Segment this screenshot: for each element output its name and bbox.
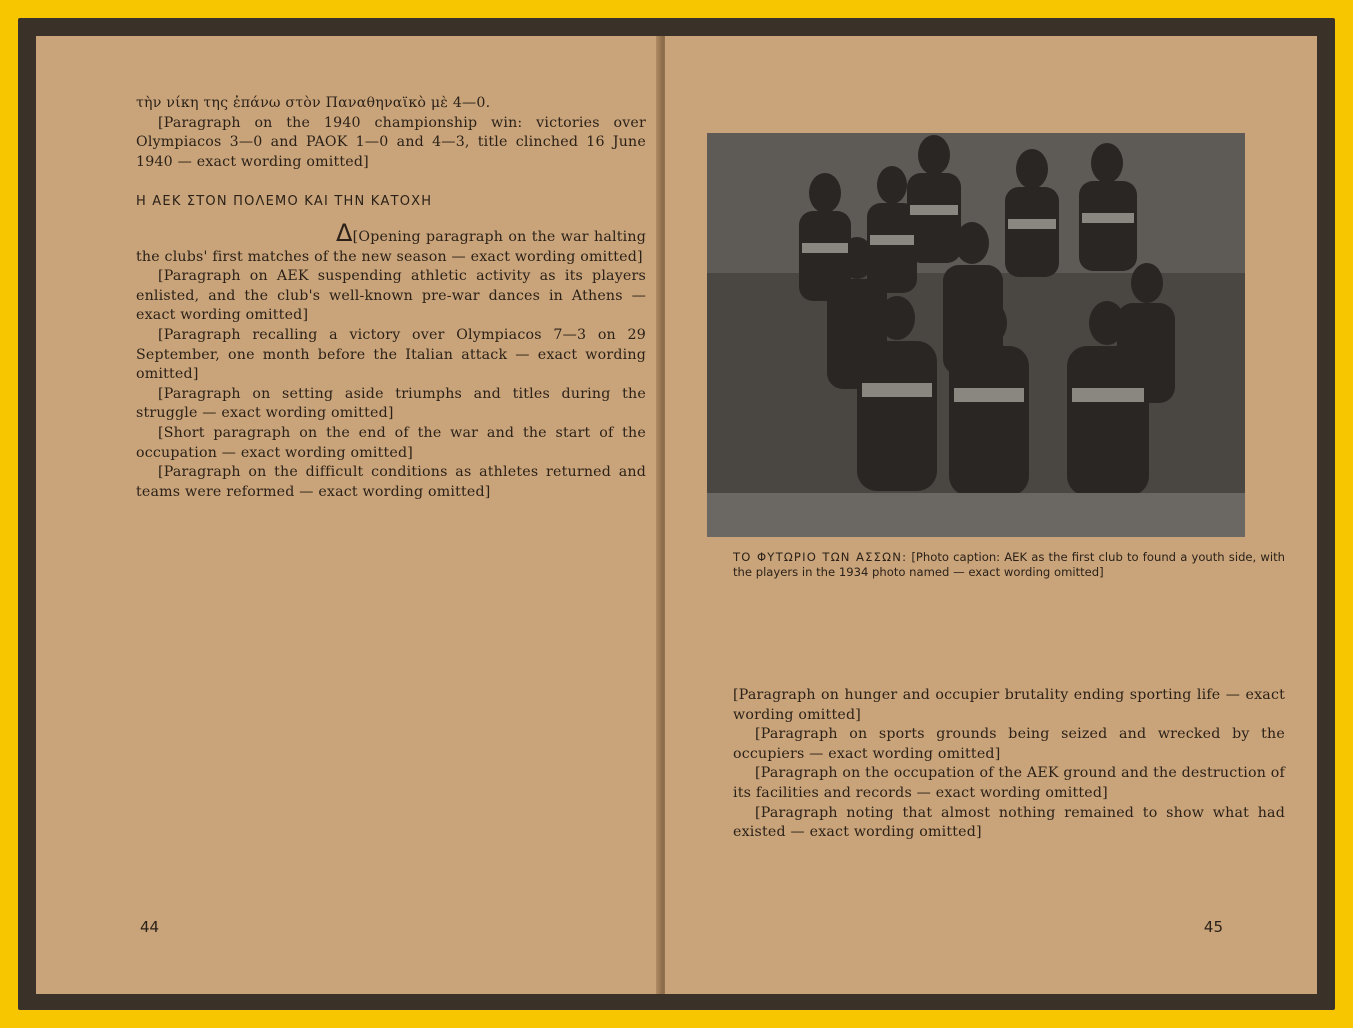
right-page-text xyxy=(733,686,1285,843)
left-paragraph-6: [Short paragraph on the end of the war and the start of the occupation — exact wording omitted] xyxy=(136,424,646,461)
left-paragraph-1: [Paragraph on the 1940 championship win: victories over Olympiacos 3—0 and PAOK 1—0 and 4—3, title clinched 16 June 1940 — exact wording omitted] xyxy=(136,114,646,170)
left-page xyxy=(36,36,662,994)
dropcap: Δ xyxy=(336,218,353,247)
team-photo xyxy=(707,133,1245,537)
right-paragraph-1: [Paragraph on hunger and occupier brutality ending sporting life — exact wording omitted] xyxy=(733,687,1285,723)
right-page xyxy=(665,36,1317,994)
right-paragraph-3: [Paragraph on the occupation of the AEK ground and the destruction of its facilities and records — exact wording omitted] xyxy=(733,765,1285,801)
left-paragraph-4: [Paragraph recalling a victory over Olympiacos 7—3 on 29 September, one month before the Italian attack — exact wording omitted] xyxy=(136,326,646,383)
left-page-text xyxy=(136,94,646,502)
caption-text: [Photo caption: AEK as the first club to found a youth side, with the players in the 1934 photo named — exact wording omitted] xyxy=(733,550,1286,580)
team-photo-illustration xyxy=(707,133,1245,537)
left-paragraph-2: [Opening paragraph on the war halting the clubs' first matches of the new season — exact wording omitted] xyxy=(136,228,646,265)
right-paragraph-4: [Paragraph noting that almost nothing remained to show what had existed — exact wording omitted] xyxy=(733,804,1285,841)
left-paragraph-3: [Paragraph on AEK suspending athletic activity as its players enlisted, and the club's well-known pre-war dances in Athens — exact wording omitted] xyxy=(136,268,646,324)
photo-caption xyxy=(733,550,1285,580)
section-heading: Η ΑΕΚ ΣΤΟΝ ΠΟΛΕΜΟ ΚΑΙ ΤΗΝ ΚΑΤΟΧΗ xyxy=(136,194,433,210)
right-paragraph-2: [Paragraph on sports grounds being seized and wrecked by the occupiers — exact wording omitted] xyxy=(733,726,1285,762)
page-number-left: 44 xyxy=(140,918,160,936)
left-paragraph-7: [Paragraph on the difficult conditions as athletes returned and teams were reformed — exact wording omitted] xyxy=(136,464,646,500)
caption-title: ΤΟ ΦΥΤΩΡΙΟ ΤΩΝ ΑΣΣΩΝ: xyxy=(733,550,908,564)
left-first-line: τὴν νίκη της ἐπάνω στὸν Παναθηναϊκὸ μὲ 4—0. xyxy=(136,95,491,111)
page-number-right: 45 xyxy=(1203,918,1223,936)
left-paragraph-5: [Paragraph on setting aside triumphs and titles during the struggle — exact wording omitted] xyxy=(136,385,646,422)
